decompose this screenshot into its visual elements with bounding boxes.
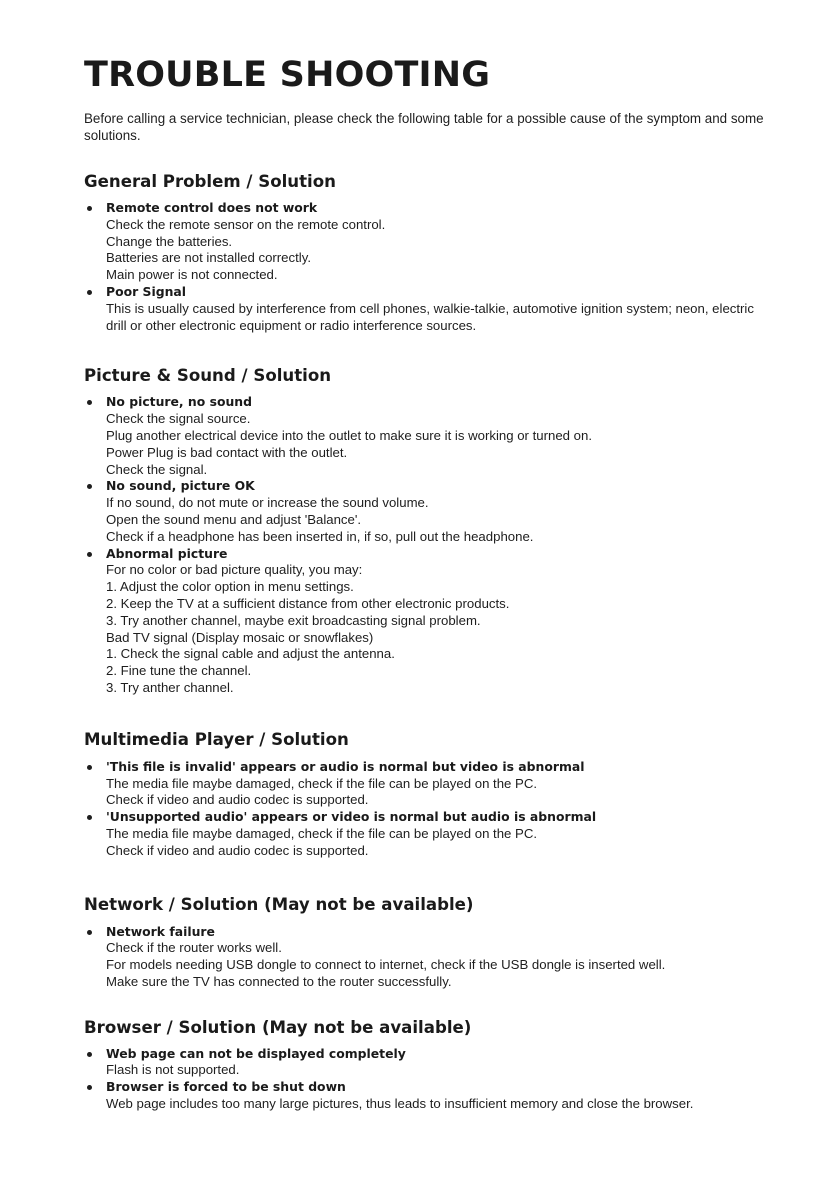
item-line: For no color or bad picture quality, you may: (106, 562, 363, 578)
item-line: Check the signal. (106, 461, 208, 477)
item-line: Power Plug is bad contact with the outlet. (106, 444, 348, 460)
bullet-icon (87, 290, 92, 295)
page-title: TROUBLE SHOOTING (84, 55, 491, 95)
list-item (84, 394, 764, 478)
item-line: Flash is not supported. (106, 1062, 240, 1078)
bullet-icon (87, 484, 92, 489)
item-title: Web page can not be displayed completely (106, 1045, 406, 1061)
item-list (84, 924, 764, 991)
item-title: Poor Signal (106, 283, 187, 299)
item-line: 2. Keep the TV at a sufficient distance from other electronic products. (106, 595, 510, 611)
bullet-icon (87, 930, 92, 935)
item-line: The media file maybe damaged, check if the file can be played on the PC. (106, 825, 538, 841)
item-title: Remote control does not work (106, 200, 318, 215)
item-list (84, 200, 764, 334)
section-picture-sound (84, 366, 764, 696)
item-line: This is usually caused by interference from cell phones, walkie-talkie, automotive ignition system; neon, electric drill or other electronic equipment or radio interference sources. (106, 300, 754, 333)
item-title: 'This file is invalid' appears or audio is normal but video is abnormal (106, 758, 585, 774)
section-heading: Browser / Solution (May not be available) (84, 1017, 472, 1037)
list-item (84, 284, 764, 334)
bullet-icon (87, 400, 92, 405)
item-line: 1. Check the signal cable and adjust the antenna. (106, 646, 395, 662)
item-title: No sound, picture OK (106, 478, 255, 494)
list-item (84, 546, 764, 697)
section-browser (84, 1018, 764, 1113)
item-line: The media file maybe damaged, check if the file can be played on the PC. (106, 775, 538, 791)
section-network (84, 895, 764, 991)
item-line: 1. Adjust the color option in menu settings. (106, 579, 354, 595)
item-line: Batteries are not installed correctly. (106, 250, 311, 266)
item-line: Bad TV signal (Display mosaic or snowflakes) (106, 629, 374, 645)
page (84, 52, 764, 1113)
item-title: Abnormal picture (106, 545, 228, 561)
item-line: Check if a headphone has been inserted in, if so, pull out the headphone. (106, 528, 534, 544)
item-line: Plug another electrical device into the outlet to make sure it is working or turned on. (106, 427, 592, 443)
section-heading: Picture & Sound / Solution (84, 366, 332, 386)
item-title: No picture, no sound (106, 394, 252, 410)
list-item (84, 1046, 764, 1080)
item-title: Network failure (106, 923, 215, 939)
item-line: 2. Fine tune the channel. (106, 663, 252, 679)
bullet-icon (87, 206, 92, 211)
item-line: Change the batteries. (106, 233, 233, 249)
bullet-icon (87, 1085, 92, 1090)
list-item (84, 200, 764, 284)
list-item (84, 924, 764, 991)
item-line: 3. Try anther channel. (106, 679, 234, 695)
intro-text: Before calling a service technician, please check the following table for a possible cause of the symptom and some solutions. (84, 111, 764, 143)
item-line: Make sure the TV has connected to the router successfully. (106, 973, 452, 989)
item-title: 'Unsupported audio' appears or video is normal but audio is abnormal (106, 809, 597, 825)
section-heading: General Problem / Solution (84, 172, 336, 191)
item-list (84, 759, 764, 860)
bullet-icon (87, 1052, 92, 1057)
list-item (84, 1079, 764, 1113)
bullet-icon (87, 765, 92, 770)
item-list (84, 1046, 764, 1113)
item-line: If no sound, do not mute or increase the sound volume. (106, 495, 429, 511)
section-multimedia (84, 730, 764, 860)
bullet-icon (87, 815, 92, 820)
section-general (84, 172, 764, 334)
item-line: For models needing USB dongle to connect to internet, check if the USB dongle is inserted well. (106, 957, 666, 973)
item-line: Check if the router works well. (106, 940, 282, 956)
section-heading: Network / Solution (May not be available) (84, 894, 474, 914)
item-line: 3. Try another channel, maybe exit broadcasting signal problem. (106, 612, 481, 628)
item-line: Check the remote sensor on the remote control. (106, 216, 386, 232)
item-line: Check if video and audio codec is supported. (106, 792, 369, 808)
section-heading: Multimedia Player / Solution (84, 729, 349, 749)
item-line: Open the sound menu and adjust 'Balance'. (106, 511, 362, 527)
item-line: Main power is not connected. (106, 267, 278, 283)
item-list (84, 394, 764, 696)
list-item (84, 759, 764, 809)
item-title: Browser is forced to be shut down (106, 1079, 346, 1095)
bullet-icon (87, 552, 92, 557)
item-line: Check if video and audio codec is supported. (106, 842, 369, 858)
list-item (84, 478, 764, 545)
list-item (84, 809, 764, 859)
item-line: Check the signal source. (106, 411, 251, 427)
item-line: Web page includes too many large pictures, thus leads to insufficient memory and close the browser. (106, 1096, 694, 1112)
